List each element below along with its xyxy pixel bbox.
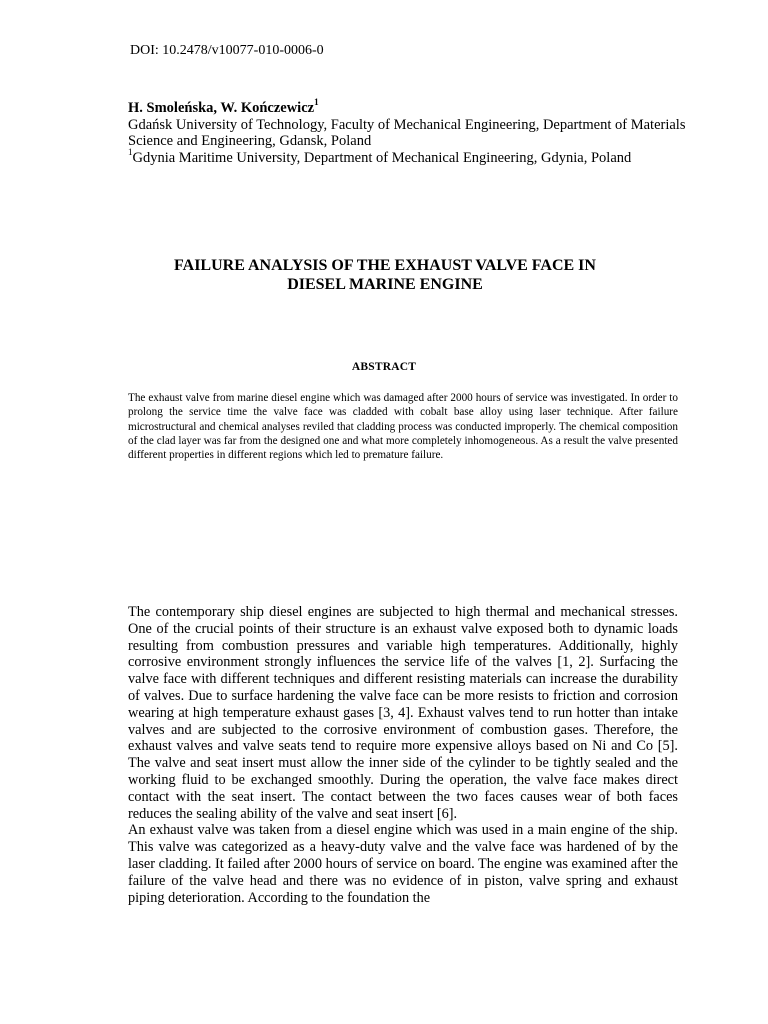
title-line-2: DIESEL MARINE ENGINE [287,276,483,293]
abstract-text: The exhaust valve from marine diesel engine which was damaged after 2000 hours of service was investigated. In order to prolong the service time the valve face was cladded with cobalt base alloy using laser technique. After failure microstructural and chemical analyses reviled that cladding process was conducted improperly. The chemical composition of the clad layer was far from the designed one and what more completely inhomogeneous. As a result the valve presented different properties in different regions which led to premature failure. [128,392,678,462]
doi-line: DOI: 10.2478/v10077-010-0006-0 [130,43,324,58]
abstract-heading: ABSTRACT [351,361,417,373]
author-names: H. Smoleńska, W. Kończewicz [128,100,315,116]
affiliation-gdynia-line [128,146,688,167]
affiliation-gdynia: Gdynia Maritime University, Department of Mechanical Engineering, Gdynia, Poland [132,149,632,166]
body-paragraph-1: The contemporary ship diesel engines are subjected to high thermal and mechanical stresses. One of the crucial points of their structure is an exhaust valve exposed both to dynamic loads resulting from combustion pressures and variable high temperatures. Additionally, highly corrosive environment strongly influences the service life of the valves [1, 2]. Surfacing the valve face with different techniques and different resisting materials can increase the durability of valves. Due to surface hardening the valve face can be more resists to friction and corrosion wearing at high temperature exhaust gases [3, 4]. Exhaust valves tend to run hotter than intake valves and are subjected to the corrosive environment of combustion gases. Therefore, the exhaust valves and valve seats tend to require more expensive alloys based on Ni and Co [5]. The valve and seat insert must allow the inner side of the cylinder to be tightly sealed and the working fluid to be exchanged smoothly. During the operation, the valve face makes direct contact with the seat insert. The contact between the two faces causes wear of both faces reduces the sealing ability of the valve and seat insert [6]. [128,604,678,822]
affiliation-gdansk: Gdańsk University of Technology, Faculty of Mechanical Engineering, Department of Materials Science and Engineering, Gdansk, Poland [128,116,686,149]
body-text [128,604,678,906]
author-names-line [128,97,688,117]
title-line-1: FAILURE ANALYSIS OF THE EXHAUST VALVE FACE IN [174,257,596,274]
affiliation-superscript: 1 [128,146,133,157]
author-block [128,97,688,166]
body-paragraph-2: An exhaust valve was taken from a diesel engine which was used in a main engine of the ship. This valve was categorized as a heavy-duty valve and the valve face was hardened of by the laser cladding. It failed after 2000 hours of service on board. The engine was examined after the failure of the valve head and there was no evidence of in piston, valve spring and exhaust piping deterioration. According to the foundation the [128,822,678,906]
author-superscript: 1 [314,97,319,108]
paper-title [100,256,670,294]
